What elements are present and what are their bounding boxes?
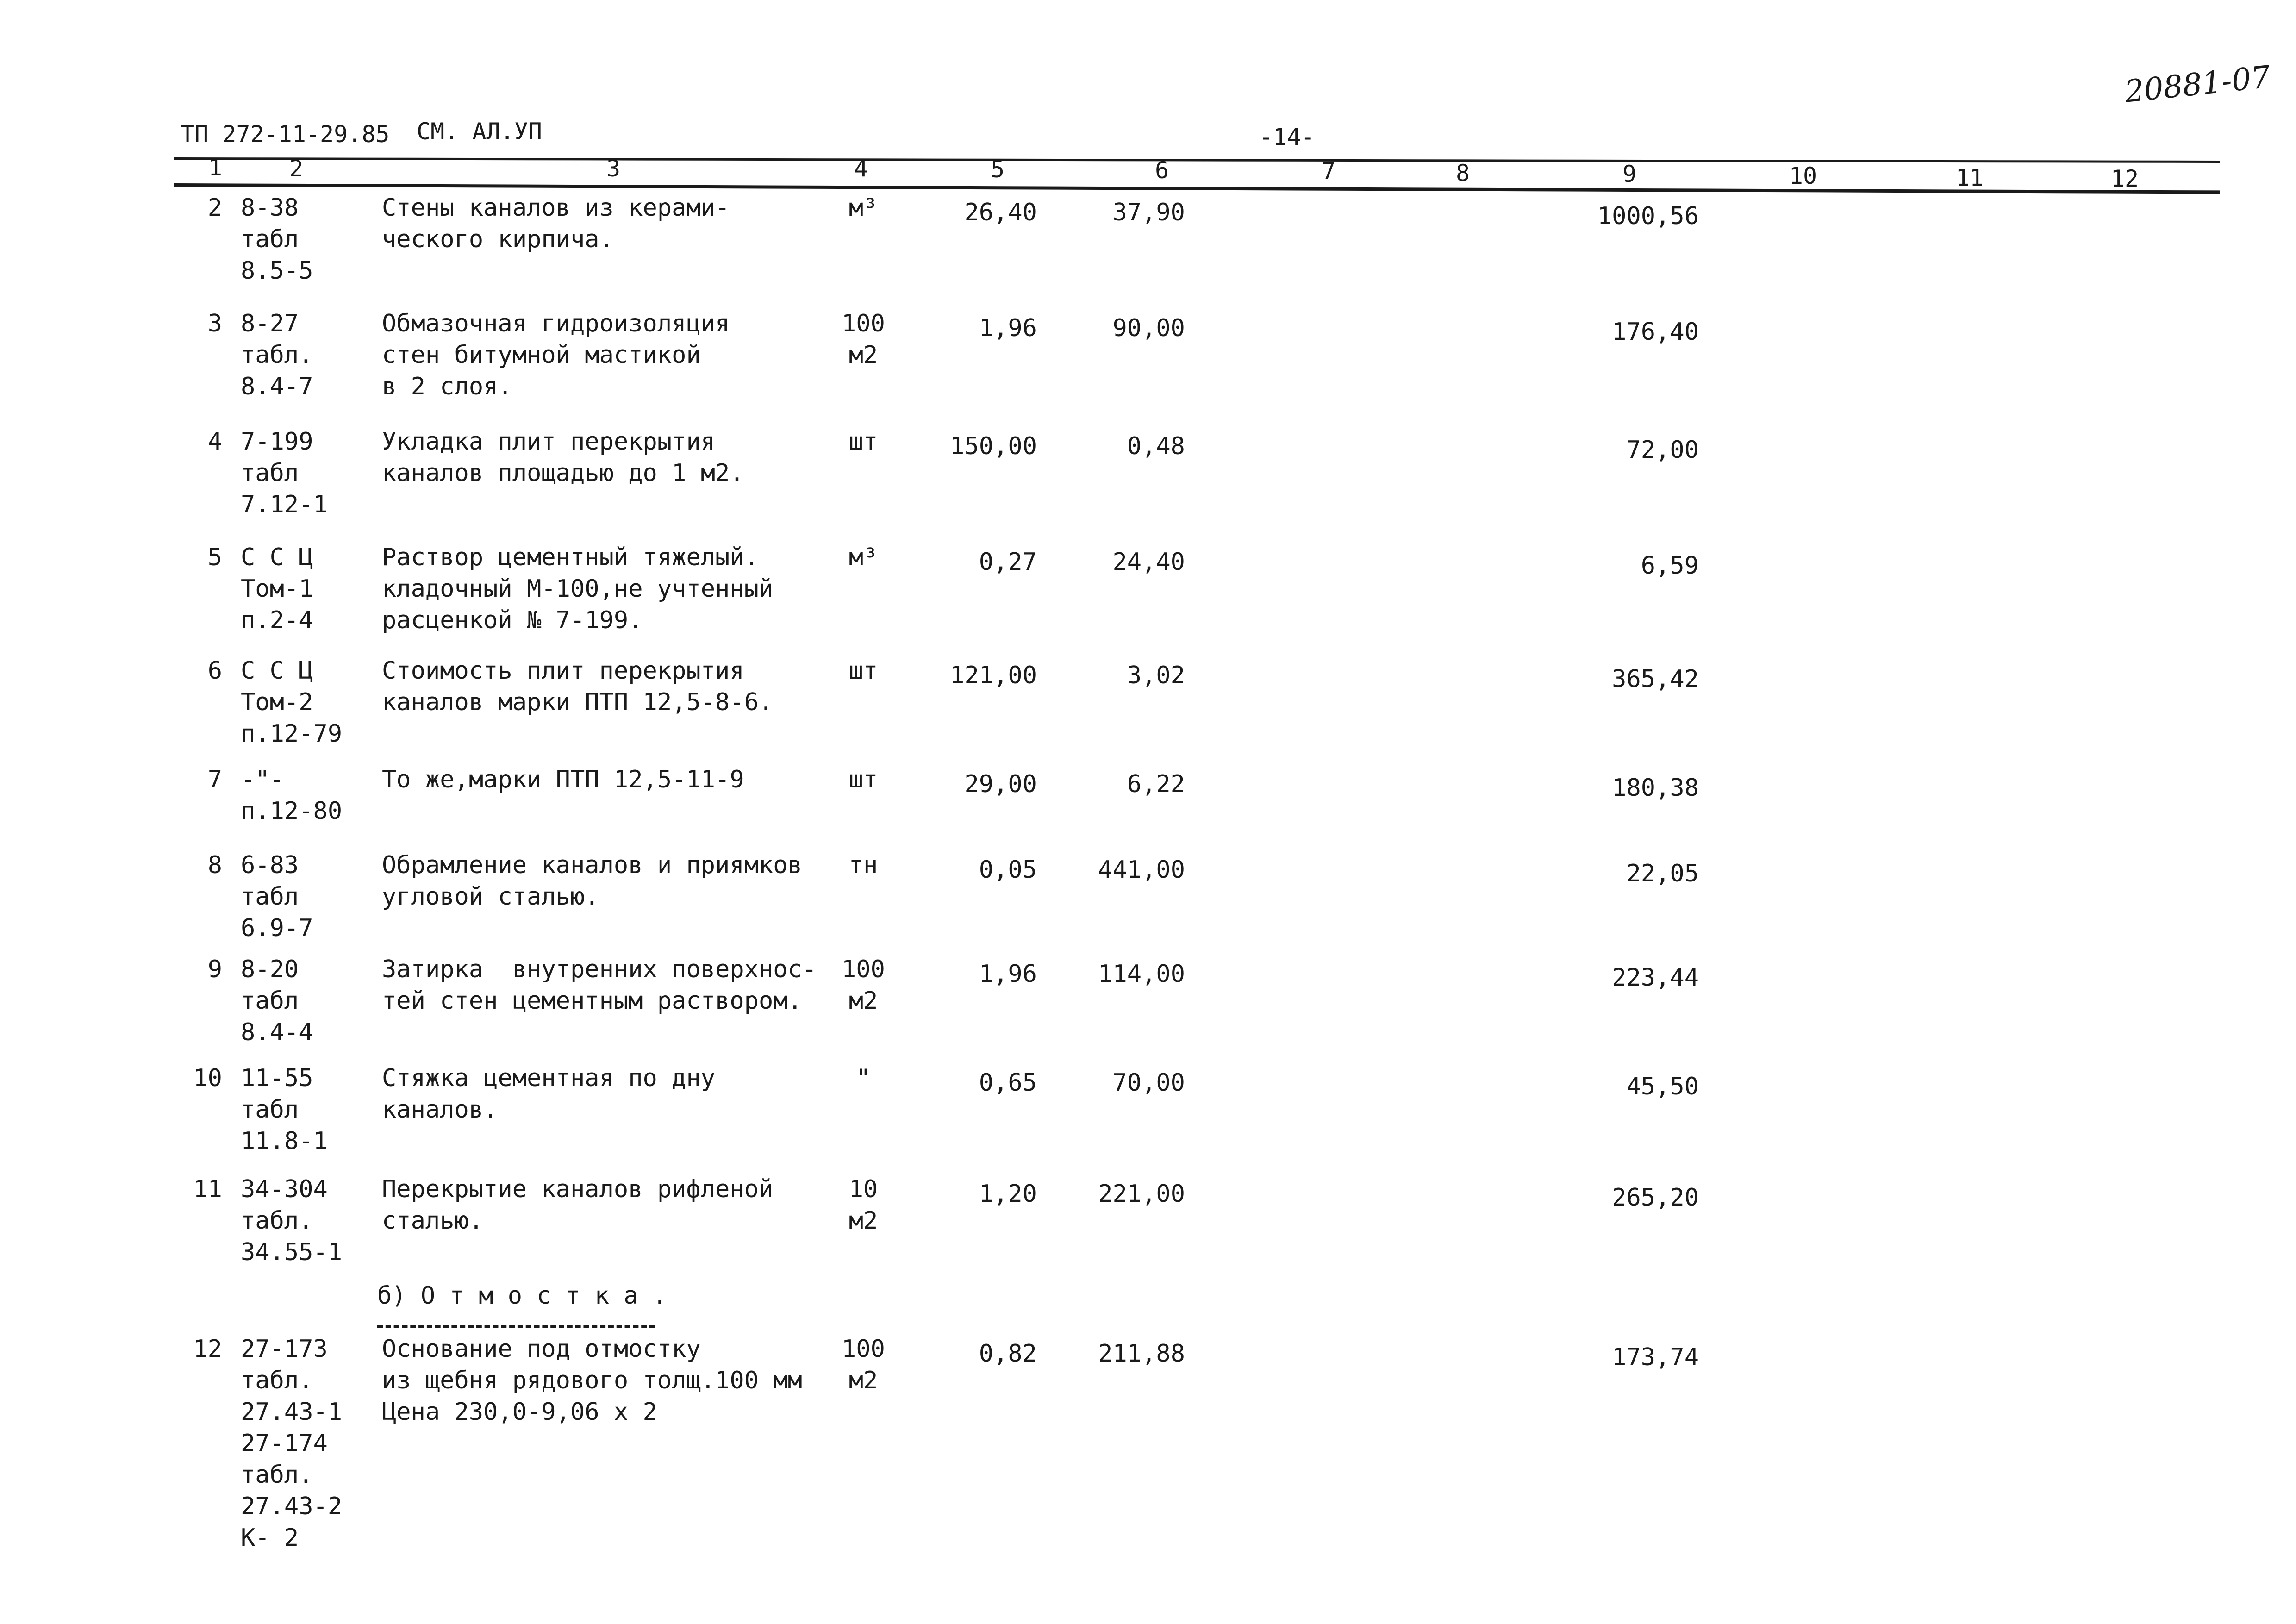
row-number: 3 — [207, 310, 222, 337]
header-top-rule — [174, 157, 2220, 163]
row-number: 12 — [193, 1335, 222, 1363]
rate-code: 34-304 табл. 34.55-1 — [241, 1175, 343, 1266]
unit-of-measure: шт — [849, 657, 878, 685]
page-number: -14- — [1259, 124, 1315, 150]
row-number: 4 — [207, 428, 222, 456]
rate-code: -"- п.12-80 — [241, 766, 343, 825]
rate-code: 8-20 табл 8.4-4 — [241, 956, 313, 1046]
rate-code: 11-55 табл 11.8-1 — [241, 1064, 328, 1155]
total-cost: 176,40 — [1612, 318, 1699, 346]
unit-price: 211,88 — [1098, 1340, 1185, 1368]
work-description: Стяжка цементная по дну каналов. — [382, 1064, 716, 1124]
work-description: То же,марки ПТП 12,5-11-9 — [382, 766, 744, 793]
quantity: 1,20 — [979, 1180, 1037, 1208]
row-number: 6 — [207, 657, 222, 685]
quantity: 0,05 — [979, 856, 1037, 884]
work-description: Перекрытие каналов рифленой сталью. — [382, 1175, 774, 1235]
rate-code: 8-38 табл 8.5-5 — [241, 194, 313, 285]
unit-price: 3,02 — [1127, 662, 1185, 689]
unit-price: 37,90 — [1112, 199, 1185, 226]
document-number: 20881-07 — [2122, 59, 2272, 110]
column-header-6: 6 — [1154, 157, 1169, 184]
work-description: Стоимость плит перекрытия каналов марки ПТП 12,5-8-6. — [382, 657, 774, 716]
unit-price: 24,40 — [1112, 548, 1185, 576]
total-cost: 365,42 — [1612, 665, 1699, 693]
quantity: 0,27 — [979, 548, 1037, 576]
column-header-11: 11 — [1955, 164, 1984, 191]
row-number: 2 — [207, 194, 222, 222]
quantity: 29,00 — [964, 770, 1037, 798]
rate-code: С С Ц Том-1 п.2-4 — [241, 543, 313, 634]
total-cost: 72,00 — [1626, 436, 1699, 464]
total-cost: 180,38 — [1612, 774, 1699, 802]
unit-of-measure: шт — [849, 766, 878, 793]
row-number: 5 — [207, 543, 222, 571]
total-cost: 223,44 — [1612, 964, 1699, 992]
unit-price: 0,48 — [1127, 432, 1185, 460]
unit-of-measure: " — [856, 1064, 871, 1092]
column-header-1: 1 — [208, 154, 223, 181]
rate-code: С С Ц Том-2 п.12-79 — [241, 657, 343, 748]
rate-code: 7-199 табл 7.12-1 — [241, 428, 328, 518]
work-description: Раствор цементный тяжелый. кладочный М-100,не учтенный расценкой № 7-199. — [382, 543, 774, 634]
unit-price: 441,00 — [1098, 856, 1185, 884]
project-code: ТП 272-11-29.85 — [181, 121, 390, 148]
row-number: 9 — [207, 956, 222, 983]
quantity: 150,00 — [950, 432, 1037, 460]
total-cost: 173,74 — [1612, 1343, 1699, 1371]
total-cost: 6,59 — [1641, 552, 1699, 580]
work-description: Основание под отмостку из щебня рядового толщ.100 мм Цена 230,0-9,06 х 2 — [382, 1335, 802, 1426]
column-header-10: 10 — [1789, 162, 1817, 189]
unit-of-measure: 100 м2 — [842, 956, 885, 1015]
column-header-2: 2 — [289, 155, 304, 182]
row-number: 7 — [207, 766, 222, 793]
rate-code: 6-83 табл 6.9-7 — [241, 851, 313, 942]
unit-of-measure: шт — [849, 428, 878, 456]
column-header-7: 7 — [1321, 158, 1336, 185]
section-heading-underline — [377, 1325, 655, 1328]
column-header-4: 4 — [854, 155, 868, 182]
row-number: 11 — [193, 1175, 222, 1203]
quantity: 26,40 — [964, 199, 1037, 226]
total-cost: 45,50 — [1626, 1073, 1699, 1100]
unit-price: 221,00 — [1098, 1180, 1185, 1208]
total-cost: 1000,56 — [1597, 202, 1699, 230]
quantity: 0,65 — [979, 1069, 1037, 1097]
unit-of-measure: тн — [849, 851, 878, 879]
quantity: 0,82 — [979, 1340, 1037, 1368]
unit-price: 6,22 — [1127, 770, 1185, 798]
rate-code: 8-27 табл. 8.4-7 — [241, 310, 313, 400]
unit-of-measure: м³ — [849, 543, 878, 571]
album-reference: СМ. АЛ.УП — [417, 118, 542, 145]
total-cost: 265,20 — [1612, 1184, 1699, 1212]
work-description: Затирка внутренних поверхнос- тей стен цементным раствором. — [382, 956, 817, 1015]
work-description: Обрамление каналов и приямков угловой сталью. — [382, 851, 802, 911]
work-description: Обмазочная гидроизоляция стен битумной мастикой в 2 слоя. — [382, 310, 730, 400]
unit-of-measure: 100 м2 — [842, 310, 885, 369]
unit-price: 70,00 — [1112, 1069, 1185, 1097]
column-header-5: 5 — [990, 156, 1005, 183]
work-description: Укладка плит перекрытия каналов площадью до 1 м2. — [382, 428, 744, 487]
unit-of-measure: 100 м2 — [842, 1335, 885, 1394]
quantity: 1,96 — [979, 960, 1037, 988]
unit-of-measure: 10 м2 — [849, 1175, 878, 1235]
section-heading: б) О т м о с т к а . — [377, 1282, 668, 1310]
row-number: 8 — [207, 851, 222, 879]
row-number: 10 — [193, 1064, 222, 1092]
work-description: Стены каналов из керами- ческого кирпича. — [382, 194, 730, 253]
column-header-12: 12 — [2110, 165, 2139, 192]
unit-price: 114,00 — [1098, 960, 1185, 988]
column-header-9: 9 — [1622, 161, 1637, 187]
total-cost: 22,05 — [1626, 860, 1699, 887]
unit-of-measure: м³ — [849, 194, 878, 222]
rate-code: 27-173 табл. 27.43-1 27-174 табл. 27.43-2 К- 2 — [241, 1335, 343, 1552]
quantity: 1,96 — [979, 314, 1037, 342]
quantity: 121,00 — [950, 662, 1037, 689]
column-header-3: 3 — [606, 155, 621, 182]
unit-price: 90,00 — [1112, 314, 1185, 342]
column-header-8: 8 — [1455, 160, 1470, 187]
